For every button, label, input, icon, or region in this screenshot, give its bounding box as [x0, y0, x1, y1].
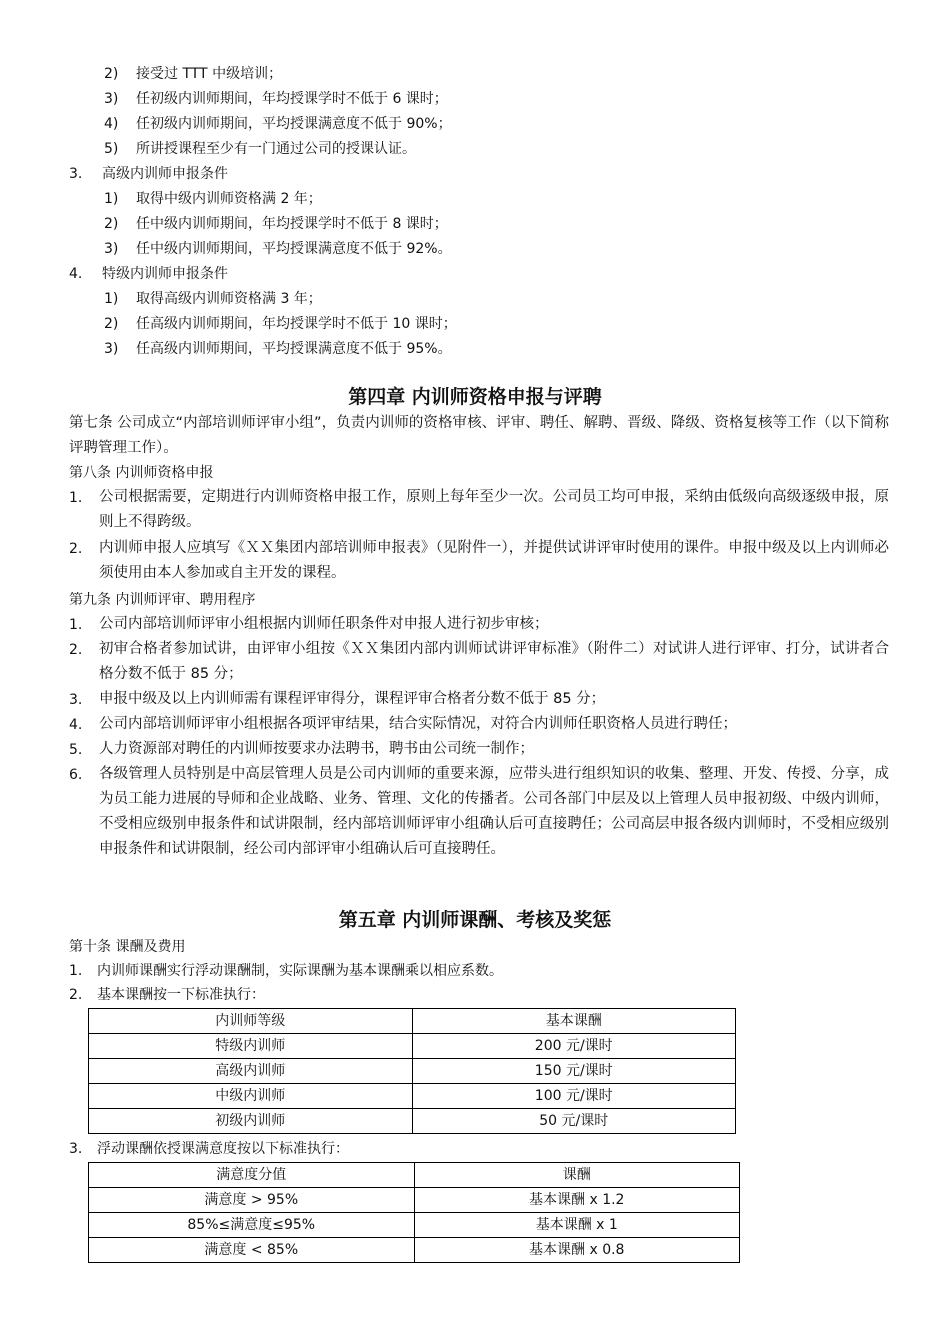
list-number: 5) — [104, 141, 119, 157]
article-title: 第八条 内训师资格申报 — [69, 465, 214, 481]
list-number: 1. — [69, 963, 83, 979]
list-number: 2. — [69, 987, 83, 1003]
list-number: 2) — [104, 316, 119, 332]
list-number: 2. — [69, 541, 83, 557]
chapter-title: 第四章 内训师资格申报与评聘 — [348, 386, 602, 408]
table-header-row — [89, 1163, 740, 1188]
list-item-text: 任高级内训师期间，年均授课学时不低于 10 课时； — [136, 316, 457, 332]
article-title: 第九条 内训师评审、聘用程序 — [69, 592, 256, 608]
table-header-cell: 基本课酬 — [412, 1009, 736, 1034]
list-item-text: 内训师课酬实行浮动课酬制，实际课酬为基本课酬乘以相应系数。 — [97, 963, 503, 979]
table-header-cell: 课酬 — [414, 1163, 740, 1188]
list-item-text: 任高级内训师期间，平均授课满意度不低于 95%。 — [136, 341, 452, 357]
list-item-text: 各级管理人员特别是中高层管理人员是公司内训师的重要来源，应带头进行组织知识的收集、整理、开发、传授、分享，成为员工能力进展的导师和企业战略、业务、管理、文化的传播者。公司各部门中层及以上管理人员申报初级、中级内训师，不受相应级别申报条件和试讲限制，经内部培训师评审小组确认后可直接聘任；公司高层申报各级内训师时，不受相应级别申报条件和试讲限制，经公司内部评审小组确认后可直接聘任。 — [99, 766, 889, 857]
table-row — [89, 1188, 740, 1213]
list-item-text: 公司根据需要，定期进行内训师资格申报工作，原则上每年至少一次。公司员工均可申报，采纳由低级向高级逐级申报，原则上不得跨级。 — [99, 489, 889, 530]
list-item-text: 接受过 TTT 中级培训； — [136, 66, 283, 82]
table-cell: 基本课酬 x 1 — [414, 1213, 740, 1238]
list-number: 1) — [104, 291, 119, 307]
base-fee-table — [88, 1008, 736, 1134]
list-item-text: 人力资源部对聘任的内训师按要求办法聘书，聘书由公司统一制作； — [99, 741, 534, 757]
table-cell: 满意度 < 85% — [89, 1238, 415, 1263]
list-number: 4) — [104, 116, 119, 132]
list-item-text: 公司内部培训师评审小组根据内训师任职条件对申报人进行初步审核； — [99, 616, 549, 632]
table-cell: 基本课酬 x 0.8 — [414, 1238, 740, 1263]
list-number: 6. — [69, 767, 83, 783]
list-number: 4. — [69, 717, 83, 733]
table-row — [89, 1213, 740, 1238]
table-cell: 85%≤满意度≤95% — [89, 1213, 415, 1238]
list-number: 1. — [69, 490, 83, 506]
list-number: 2. — [69, 642, 83, 658]
list-number: 3) — [104, 241, 119, 257]
list-number: 4. — [69, 266, 83, 282]
list-item-text: 申报中级及以上内训师需有课程评审得分，课程评审合格者分数不低于 85 分； — [99, 691, 606, 707]
list-number: 5. — [69, 742, 83, 758]
table-cell: 100 元/课时 — [412, 1084, 736, 1109]
table-row — [89, 1109, 736, 1134]
table-row — [89, 1084, 736, 1109]
table-header-cell: 满意度分值 — [89, 1163, 415, 1188]
list-item-text: 任初级内训师期间，平均授课满意度不低于 90%； — [136, 116, 452, 132]
list-item-text: 基本课酬按一下标准执行： — [97, 987, 265, 1003]
table-row — [89, 1034, 736, 1059]
section-item-title: 特级内训师申报条件 — [102, 266, 228, 282]
section-item-title: 高级内训师申报条件 — [102, 166, 228, 182]
list-number: 3) — [104, 91, 119, 107]
list-number: 3) — [104, 341, 119, 357]
floating-fee-table — [88, 1162, 740, 1263]
list-number: 1. — [69, 617, 83, 633]
table-cell: 满意度 > 95% — [89, 1188, 415, 1213]
table-cell: 150 元/课时 — [412, 1059, 736, 1084]
table-cell: 特级内训师 — [89, 1034, 413, 1059]
list-number: 3. — [69, 692, 83, 708]
table-cell: 50 元/课时 — [412, 1109, 736, 1134]
list-number: 3. — [69, 166, 83, 182]
list-item-text: 公司内部培训师评审小组根据各项评审结果，结合实际情况，对符合内训师任职资格人员进行聘任； — [99, 716, 737, 732]
list-item-text: 任中级内训师期间，平均授课满意度不低于 92%。 — [136, 241, 452, 257]
list-number: 2) — [104, 66, 119, 82]
list-item-text: 取得高级内训师资格满 3 年； — [136, 291, 322, 307]
list-item-text: 任初级内训师期间，年均授课学时不低于 6 课时； — [136, 91, 448, 107]
table-header-cell: 内训师等级 — [89, 1009, 413, 1034]
list-number: 1) — [104, 191, 119, 207]
table-cell: 中级内训师 — [89, 1084, 413, 1109]
table-header-row — [89, 1009, 736, 1034]
list-number: 3. — [69, 1141, 83, 1157]
chapter-title: 第五章 内训师课酬、考核及奖惩 — [338, 909, 612, 931]
table-row — [89, 1059, 736, 1084]
table-cell: 200 元/课时 — [412, 1034, 736, 1059]
list-item-text: 取得中级内训师资格满 2 年； — [136, 191, 322, 207]
list-item-text: 浮动课酬依授课满意度按以下标准执行： — [97, 1141, 349, 1157]
table-cell: 高级内训师 — [89, 1059, 413, 1084]
list-item-text: 初审合格者参加试讲，由评审小组按《ＸＸ集团内部内训师试讲评审标准》（附件二）对试讲人进行评审、打分，试讲者合格分数不低于 85 分； — [99, 641, 889, 682]
article-paragraph: 第七条 公司成立“内部培训师评审小组”，负责内训师的资格审核、评审、聘任、解聘、晋级、降级、资格复核等工作（以下简称评聘管理工作）。 — [69, 415, 889, 456]
table-cell: 基本课酬 x 1.2 — [414, 1188, 740, 1213]
table-cell: 初级内训师 — [89, 1109, 413, 1134]
list-number: 2) — [104, 216, 119, 232]
table-row — [89, 1238, 740, 1263]
list-item-text: 所讲授课程至少有一门通过公司的授课认证。 — [136, 141, 416, 157]
list-item-text: 任中级内训师期间，年均授课学时不低于 8 课时； — [136, 216, 448, 232]
list-item-text: 内训师申报人应填写《ＸＸ集团内部培训师申报表》（见附件一），并提供试讲评审时使用的课件。申报中级及以上内训师必须使用由本人参加或自主开发的课程。 — [99, 540, 889, 581]
article-title: 第十条 课酬及费用 — [69, 939, 186, 955]
